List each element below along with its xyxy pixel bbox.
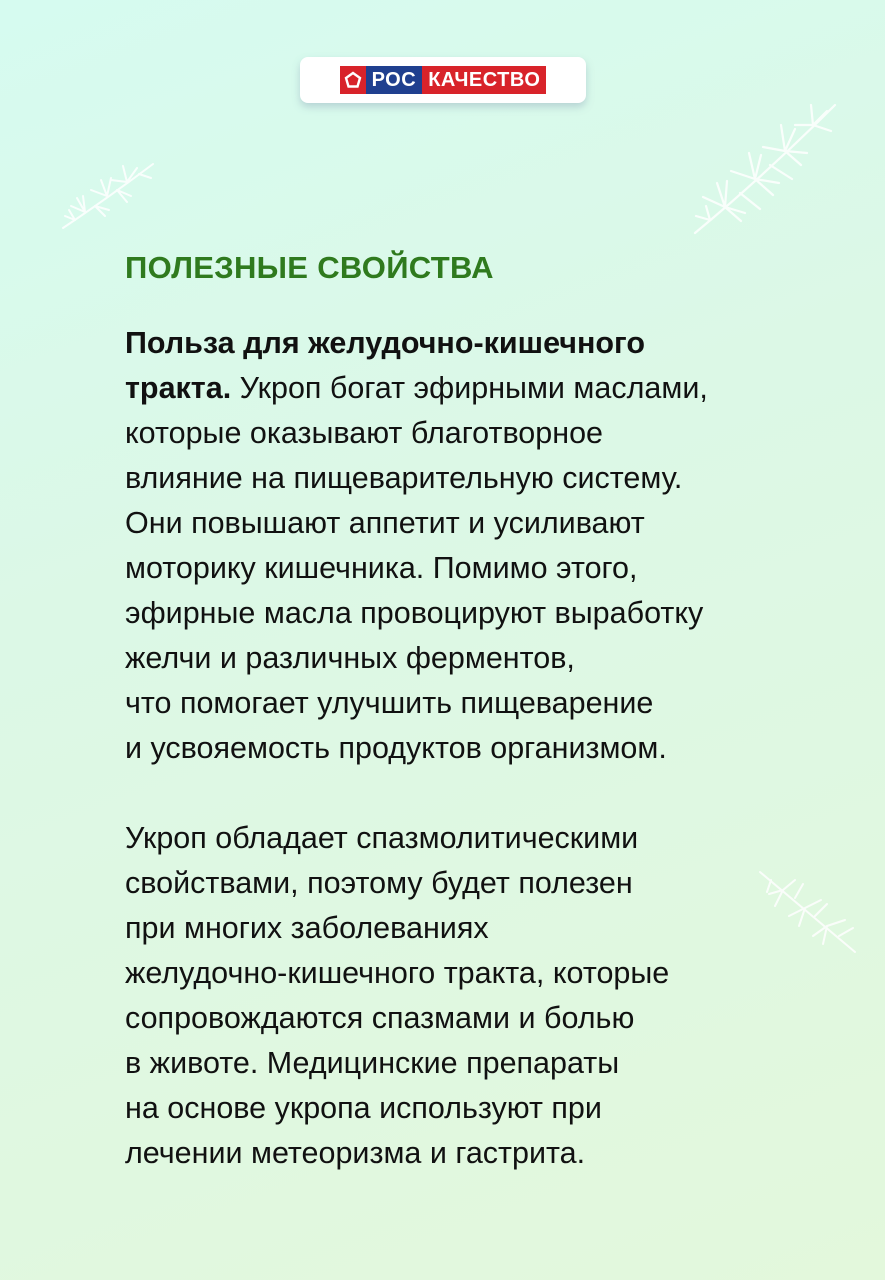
section-title: ПОЛЕЗНЫЕ СВОЙСТВА: [125, 250, 494, 285]
pentagon-emblem-icon: [340, 66, 366, 94]
text-line: желчи и различных ферментов,: [125, 641, 575, 675]
paragraph-antispasmodic: [125, 816, 825, 1176]
text-line: и усвояемость продуктов организмом.: [125, 731, 667, 765]
roskachestvo-logo: [300, 57, 586, 103]
text-line: моторику кишечника. Помимо этого,: [125, 551, 638, 585]
text-line: Укроп богат эфирными маслами,: [231, 371, 708, 405]
text-line: Они повышают аппетит и усиливают: [125, 506, 645, 540]
text-line: влияние на пищеварительную систему.: [125, 461, 683, 495]
text-line: при многих заболеваниях: [125, 911, 489, 945]
paragraph-gi-benefits: [125, 321, 825, 771]
text-line: лечении метеоризма и гастрита.: [125, 1136, 586, 1170]
dill-sprig-icon: [55, 150, 160, 235]
text-line: Укроп обладает спазмолитическими: [125, 821, 639, 855]
logo-text-ros: РОС: [366, 66, 423, 94]
text-line: свойствами, поэтому будет полезен: [125, 866, 633, 900]
paragraph-lead-line: тракта.: [125, 371, 232, 405]
paragraph-lead-line: Польза для желудочно-кишечного: [125, 326, 645, 360]
text-line: на основе укропа используют при: [125, 1091, 602, 1125]
article-body: [125, 321, 825, 1176]
text-line: которые оказывают благотворное: [125, 416, 603, 450]
text-line: эфирные масла провоцируют выработку: [125, 596, 704, 630]
text-line: в животе. Медицинские препараты: [125, 1046, 620, 1080]
text-line: [125, 366, 825, 411]
text-line: желудочно-кишечного тракта, которые: [125, 956, 670, 990]
text-line: что помогает улучшить пищеварение: [125, 686, 654, 720]
dill-sprig-icon: [685, 95, 845, 240]
text-line: сопровождаются спазмами и болью: [125, 1001, 635, 1035]
logo-text-kachestvo: КАЧЕСТВО: [422, 66, 546, 94]
